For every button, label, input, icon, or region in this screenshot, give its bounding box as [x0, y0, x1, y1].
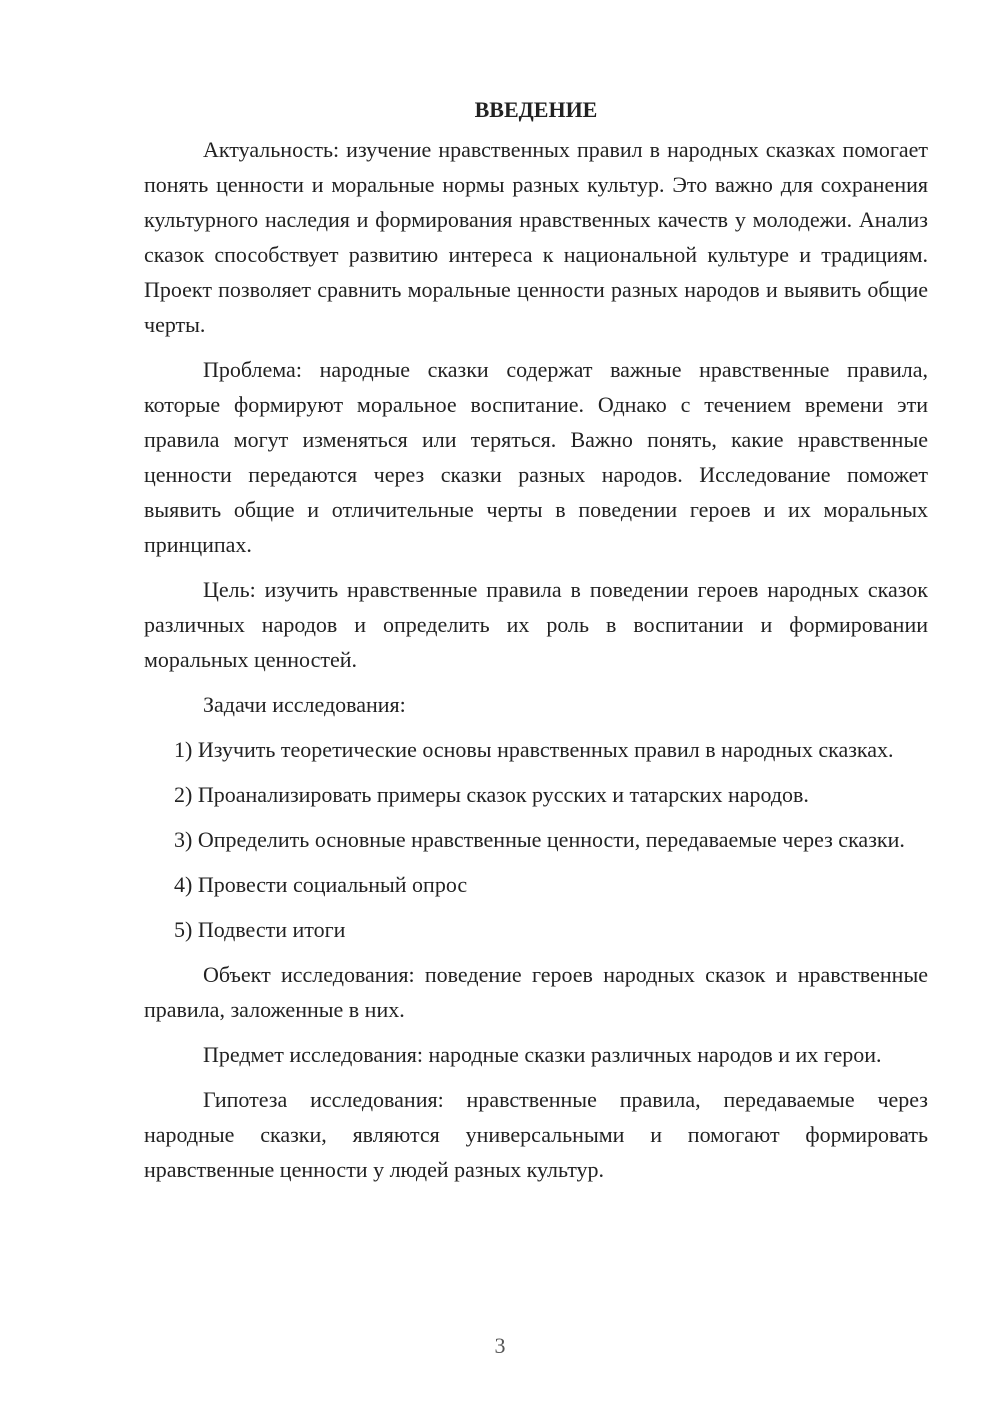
document-page	[144, 92, 928, 1197]
task-item: 2) Проанализировать примеры сказок русских и татарских народов.	[174, 782, 809, 807]
subject-paragraph: Предмет исследования: народные сказки различных народов и их герои.	[203, 1042, 882, 1067]
task-item: 1) Изучить теоретические основы нравственных правил в народных сказках.	[174, 737, 894, 762]
relevance-paragraph: Актуальность: изучение нравственных правил в народных сказках помогает понять ценности и моральные нормы разных культур. Это важно для сохранения культурного наследия и формирования нравственных качеств у молодежи. Анализ сказок способствует развитию интереса к национальной культуре и традициям. Проект позволяет сравнить моральные ценности разных народов и выявить общие черты.	[144, 137, 928, 337]
page-number: 3	[494, 1333, 506, 1358]
task-item: 4) Провести социальный опрос	[174, 872, 468, 897]
page-title: ВВЕДЕНИЕ	[474, 97, 598, 122]
hypothesis-paragraph: Гипотеза исследования: нравственные правила, передаваемые через народные сказки, являются универсальными и помогают формировать нравственные ценности у людей разных культур.	[144, 1087, 928, 1182]
task-item: 5) Подвести итоги	[174, 917, 346, 942]
problem-paragraph: Проблема: народные сказки содержат важные нравственные правила, которые формируют моральное воспитание. Однако с течением времени эти правила могут изменяться или теряться. Важно понять, какие нравственные ценности передаются через сказки разных народов. Исследование поможет выявить общие и отличительные черты в поведении героев и их моральных принципах.	[144, 357, 928, 557]
goal-paragraph: Цель: изучить нравственные правила в поведении героев народных сказок различных народов и определить их роль в воспитании и формировании моральных ценностей.	[144, 577, 928, 672]
object-paragraph: Объект исследования: поведение героев народных сказок и нравственные правила, заложенные в них.	[144, 962, 928, 1022]
tasks-heading: Задачи исследования:	[203, 692, 406, 717]
task-item: 3) Определить основные нравственные ценности, передаваемые через сказки.	[174, 827, 905, 852]
